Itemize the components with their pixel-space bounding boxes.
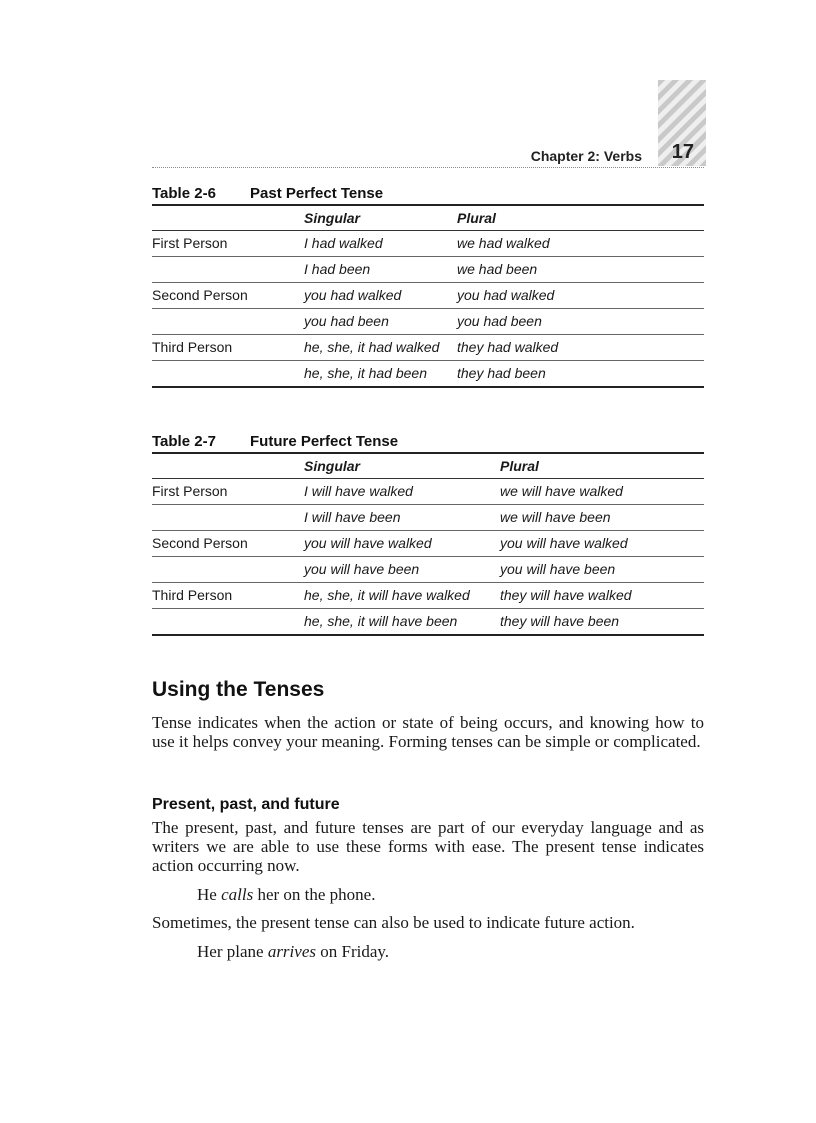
column-header-plural: Plural [500,458,539,474]
table-number: Table 2-6 [152,185,216,202]
table-row [152,531,704,557]
singular-cell: I will have walked [304,483,413,499]
example-verb: arrives [267,942,316,961]
column-header-plural: Plural [457,210,496,226]
person-cell: First Person [152,235,228,251]
table-title: Future Perfect Tense [250,433,399,450]
table-row [152,309,704,335]
plural-cell: we will have been [500,509,611,525]
intro-paragraph: Tense indicates when the action or state of being occurs, and knowing how to use it helps convey your meaning. Forming tenses can be simple or complicated. [152,713,704,751]
plural-cell: we had been [457,261,538,277]
plural-cell: you will have walked [500,535,628,551]
table-row [152,335,704,361]
example-sentence [197,885,375,904]
subsection-heading: Present, past, and future [152,796,340,813]
plural-cell: we had walked [457,235,550,251]
column-header-singular: Singular [304,210,361,226]
person-cell: Second Person [152,287,248,303]
singular-cell: he, she, it will have walked [304,587,470,603]
section-heading: Using the Tenses [152,678,325,701]
singular-cell: he, she, it will have been [304,613,458,629]
table-caption [152,432,704,452]
table-row [152,283,704,309]
plural-cell: they had been [457,365,546,381]
table-title: Past Perfect Tense [250,185,384,202]
plural-cell: they had walked [457,339,559,355]
singular-cell: you had walked [304,287,402,303]
table-row [152,231,704,257]
singular-cell: I had walked [304,235,383,251]
plural-cell: you had been [457,313,542,329]
plural-cell: they will have walked [500,587,632,603]
table-header-row [152,204,704,231]
body-paragraph: The present, past, and future tenses are part of our everyday language and as writers we are able to use these forms with ease. The present tense indicates action occurring now. [152,818,704,875]
chapter-title: Chapter 2: Verbs [530,148,642,164]
person-cell: First Person [152,483,228,499]
table-row [152,257,704,283]
singular-cell: he, she, it had walked [304,339,440,355]
table-number: Table 2-7 [152,433,216,450]
example-text: Her plane [197,942,268,961]
plural-cell: they will have been [500,613,620,629]
singular-cell: you had been [304,313,389,329]
running-header [152,141,704,168]
example-verb: calls [221,885,254,904]
table-caption [152,184,704,204]
singular-cell: you will have been [304,561,420,577]
table-row [152,583,704,609]
page-number: 17 [671,141,694,163]
table-past-perfect [152,184,704,388]
singular-cell: I will have been [304,509,401,525]
table-row [152,361,704,388]
body-paragraph: Sometimes, the present tense can also be used to indicate future action. [152,913,635,932]
example-text: on Friday. [315,942,390,961]
table-row [152,505,704,531]
table-row [152,609,704,636]
example-text: He [197,885,222,904]
singular-cell: I had been [304,261,371,277]
plural-cell: you had walked [457,287,555,303]
table-row [152,557,704,583]
person-cell: Third Person [152,587,233,603]
example-sentence [197,942,389,961]
table-future-perfect [152,432,704,636]
person-cell: Second Person [152,535,248,551]
plural-cell: you will have been [500,561,616,577]
person-cell: Third Person [152,339,233,355]
column-header-singular: Singular [304,458,361,474]
plural-cell: we will have walked [500,483,623,499]
example-text: her on the phone. [253,885,376,904]
table-row [152,479,704,505]
table-header-row [152,452,704,479]
singular-cell: he, she, it had been [304,365,427,381]
singular-cell: you will have walked [304,535,432,551]
